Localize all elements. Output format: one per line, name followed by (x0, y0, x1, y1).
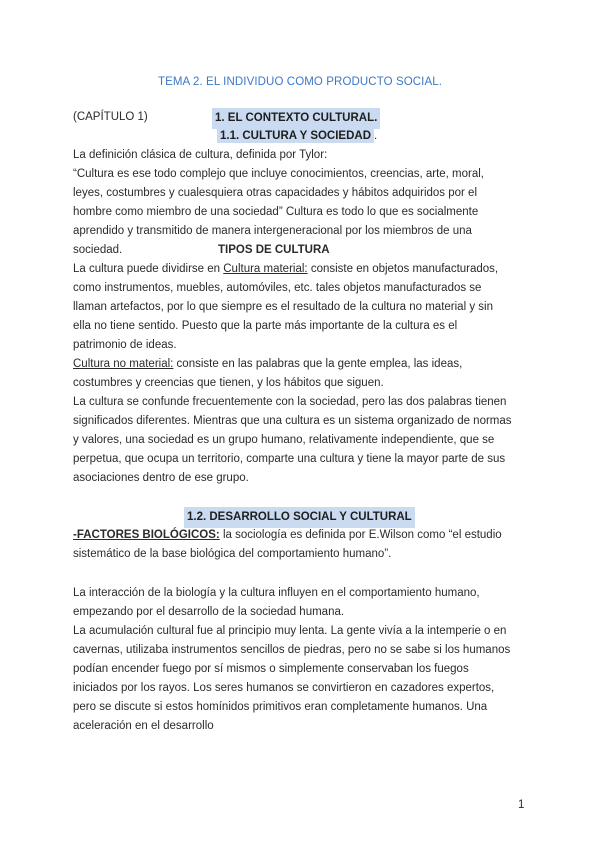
tipos-heading: TIPOS DE CULTURA (218, 244, 330, 256)
interaction-line: podían encender fuego por sí mismos o simplemente conservaban los fuegos (73, 663, 469, 675)
section-1-1-heading-wrap (217, 127, 377, 146)
no-material-rest: consiste en las palabras que la gente emplea, las ideas, (173, 358, 463, 370)
factores-term: -FACTORES BIOLÓGICOS: (73, 529, 220, 541)
factores-line (73, 526, 533, 545)
no-material-line: costumbres y creencias que tienen, y los hábitos que siguen. (73, 377, 384, 389)
material-line: como instrumentos, muebles, automóviles, etc. tales objetos manufacturados se (73, 282, 482, 294)
factores-line-2: sistemático de la base biológica del comportamiento humano”. (73, 548, 392, 560)
no-material-line: asociaciones dentro de ese grupo. (73, 472, 249, 484)
tylor-last-word: sociedad. (73, 244, 123, 256)
material-line: llaman artefactos, por lo que siempre es el resultado de la cultura no material y sin (73, 301, 493, 313)
section-1-1-heading: 1.1. CULTURA Y SOCIEDAD (217, 129, 374, 143)
material-rest: consiste en objetos manufacturados, (307, 263, 499, 275)
interaction-line: La acumulación cultural fue al principio muy lenta. La gente vivía a la intemperie o en (73, 625, 507, 637)
section-1-2 (73, 507, 533, 564)
interaction-line: aceleración en el desarrollo (73, 720, 214, 732)
tylor-quote-line: leyes, costumbres y cualesquiera otras capacidades y hábitos adquiridos por el (73, 187, 477, 199)
tylor-quote-line: aprendido y transmitido de manera intergeneracional por los miembros de una (73, 225, 472, 237)
section-1-2-heading: 1.2. DESARROLLO SOCIAL Y CULTURAL (184, 507, 415, 528)
factores-rest: la sociología es definida por E.Wilson como “el estudio (219, 529, 502, 541)
material-term: Cultura material: (223, 263, 308, 275)
material-line: patrimonio de ideas. (73, 339, 177, 351)
no-material-line: La cultura se confunde frecuentemente con la sociedad, pero las dos palabras tienen (73, 396, 507, 408)
chapter-label: (CAPÍTULO 1) (73, 111, 148, 123)
material-line (73, 260, 533, 279)
culture-definition (73, 146, 533, 488)
material-prefix: La cultura puede dividirse en (73, 263, 224, 275)
tylor-last-row (73, 241, 533, 260)
material-line: ella no tiene sentido. Puesto que la parte más importante de la cultura es el (73, 320, 458, 332)
no-material-line: perpetua, que ocupa un territorio, comparte una cultura y tiene la mayor parte de sus (73, 453, 506, 465)
interaction-line: La interacción de la biología y la cultura influyen en el comportamiento humano, (73, 587, 480, 599)
interaction-line: empezando por el desarrollo de la sociedad humana. (73, 606, 345, 618)
no-material-term: Cultura no material: (73, 358, 174, 370)
interaction-line: cavernas, utilizaba instrumentos sencillos de piedras, pero no se sabe si los humanos (73, 644, 511, 656)
page-number: 1 (518, 799, 525, 811)
tylor-quote-line: “Cultura es ese todo complejo que incluye conocimientos, creencias, arte, moral, (73, 168, 485, 180)
no-material-line (73, 355, 533, 374)
tylor-quote-line: hombre como miembro de una sociedad” Cultura es todo lo que es socialmente (73, 206, 479, 218)
interaction-line: iniciados por los rayos. Los seres humanos se convirtieron en cazadores expertos, (73, 682, 495, 694)
no-material-line: significados diferentes. Mientras que una cultura es un sistema organizado de normas (73, 415, 512, 427)
section-1-header (73, 108, 533, 146)
interaction-line: pero se discute si estos homínidos primitivos eran completamente humanos. Una (73, 701, 488, 713)
section-1-heading: 1. EL CONTEXTO CULTURAL. (212, 108, 380, 129)
interaction-paragraph (73, 584, 533, 736)
no-material-line: y valores, una sociedad es un grupo humano, relativamente independiente, que se (73, 434, 495, 446)
document-title: TEMA 2. EL INDIVIDUO COMO PRODUCTO SOCIAL. (157, 76, 443, 88)
intro-line: La definición clásica de cultura, definida por Tylor: (73, 149, 328, 161)
section-1-1-heading-suffix: . (374, 130, 378, 142)
